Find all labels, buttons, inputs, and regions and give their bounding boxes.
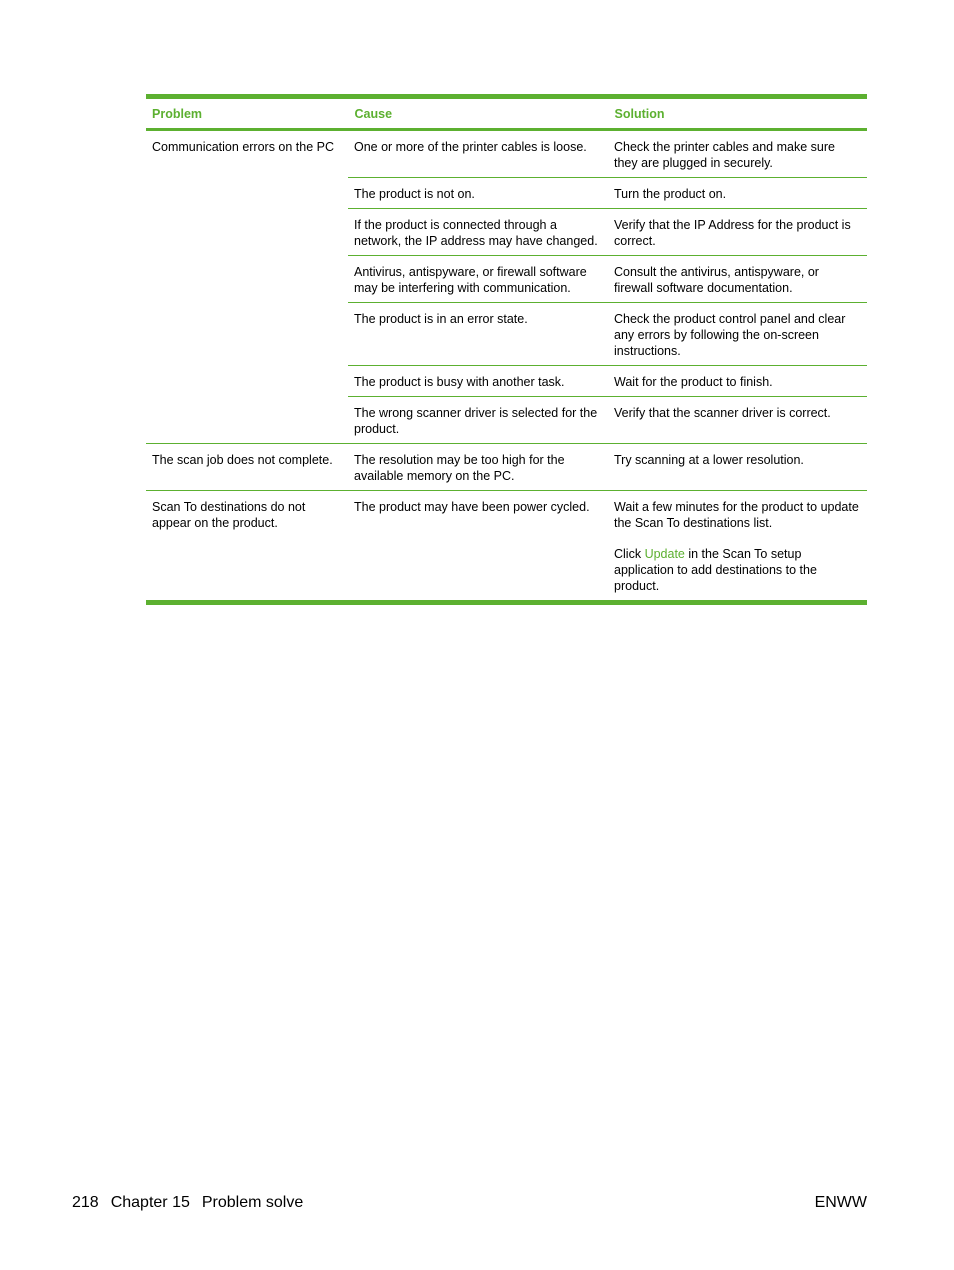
- problem-cell: Scan To destinations do not appear on the product.: [146, 491, 348, 603]
- update-link[interactable]: Update: [644, 547, 685, 561]
- chapter-title: Problem solve: [201, 1194, 304, 1211]
- problem-cell: The scan job does not complete.: [146, 444, 348, 491]
- header-cause: Cause: [348, 97, 608, 130]
- cause-cell: The product is busy with another task.: [348, 366, 608, 397]
- cause-cell: Antivirus, antispyware, or firewall software may be interfering with communication.: [348, 256, 608, 303]
- solution-paragraph: [614, 546, 861, 594]
- solution-cell: Verify that the IP Address for the product is correct.: [608, 209, 867, 256]
- solution-cell: Consult the antivirus, antispyware, or firewall software documentation.: [608, 256, 867, 303]
- cause-cell: The product is not on.: [348, 178, 608, 209]
- solution-text-prefix: Click: [614, 547, 645, 561]
- table-row: [146, 444, 867, 491]
- solution-cell: Check the product control panel and clear any errors by following the on-screen instructions.: [608, 303, 867, 366]
- table-header-row: [146, 97, 867, 130]
- solution-cell: Wait for the product to finish.: [608, 366, 867, 397]
- cause-cell: The resolution may be too high for the available memory on the PC.: [348, 444, 608, 491]
- page-footer-left: [72, 1193, 303, 1213]
- cause-cell: One or more of the printer cables is loose.: [354, 140, 587, 154]
- table-row: [146, 130, 867, 178]
- solution-cell: Check the printer cables and make sure they are plugged in securely.: [614, 140, 835, 170]
- cause-cell: The wrong scanner driver is selected for the product.: [348, 397, 608, 444]
- header-solution: Solution: [608, 97, 867, 130]
- solution-cell: Verify that the scanner driver is correct.: [608, 397, 867, 444]
- page-number: 218: [72, 1194, 99, 1211]
- problem-solution-table: [146, 94, 867, 605]
- chapter-label: Chapter 15: [110, 1194, 190, 1211]
- cause-cell: If the product is connected through a network, the IP address may have changed.: [348, 209, 608, 256]
- table-row: [146, 491, 867, 603]
- cause-cell: The product is in an error state.: [348, 303, 608, 366]
- solution-cell: Turn the product on.: [608, 178, 867, 209]
- header-problem: Problem: [146, 97, 348, 130]
- solution-cell: [608, 491, 867, 603]
- page-footer-right: ENWW: [814, 1194, 867, 1211]
- solution-paragraph: Wait a few minutes for the product to update the Scan To destinations list.: [614, 500, 859, 530]
- problem-cell: Communication errors on the PC: [152, 140, 335, 154]
- solution-text-suffix: in the Scan To setup application to add destinations to the product.: [614, 547, 817, 593]
- cause-cell: The product may have been power cycled.: [348, 491, 608, 603]
- solution-cell: Try scanning at a lower resolution.: [608, 444, 867, 491]
